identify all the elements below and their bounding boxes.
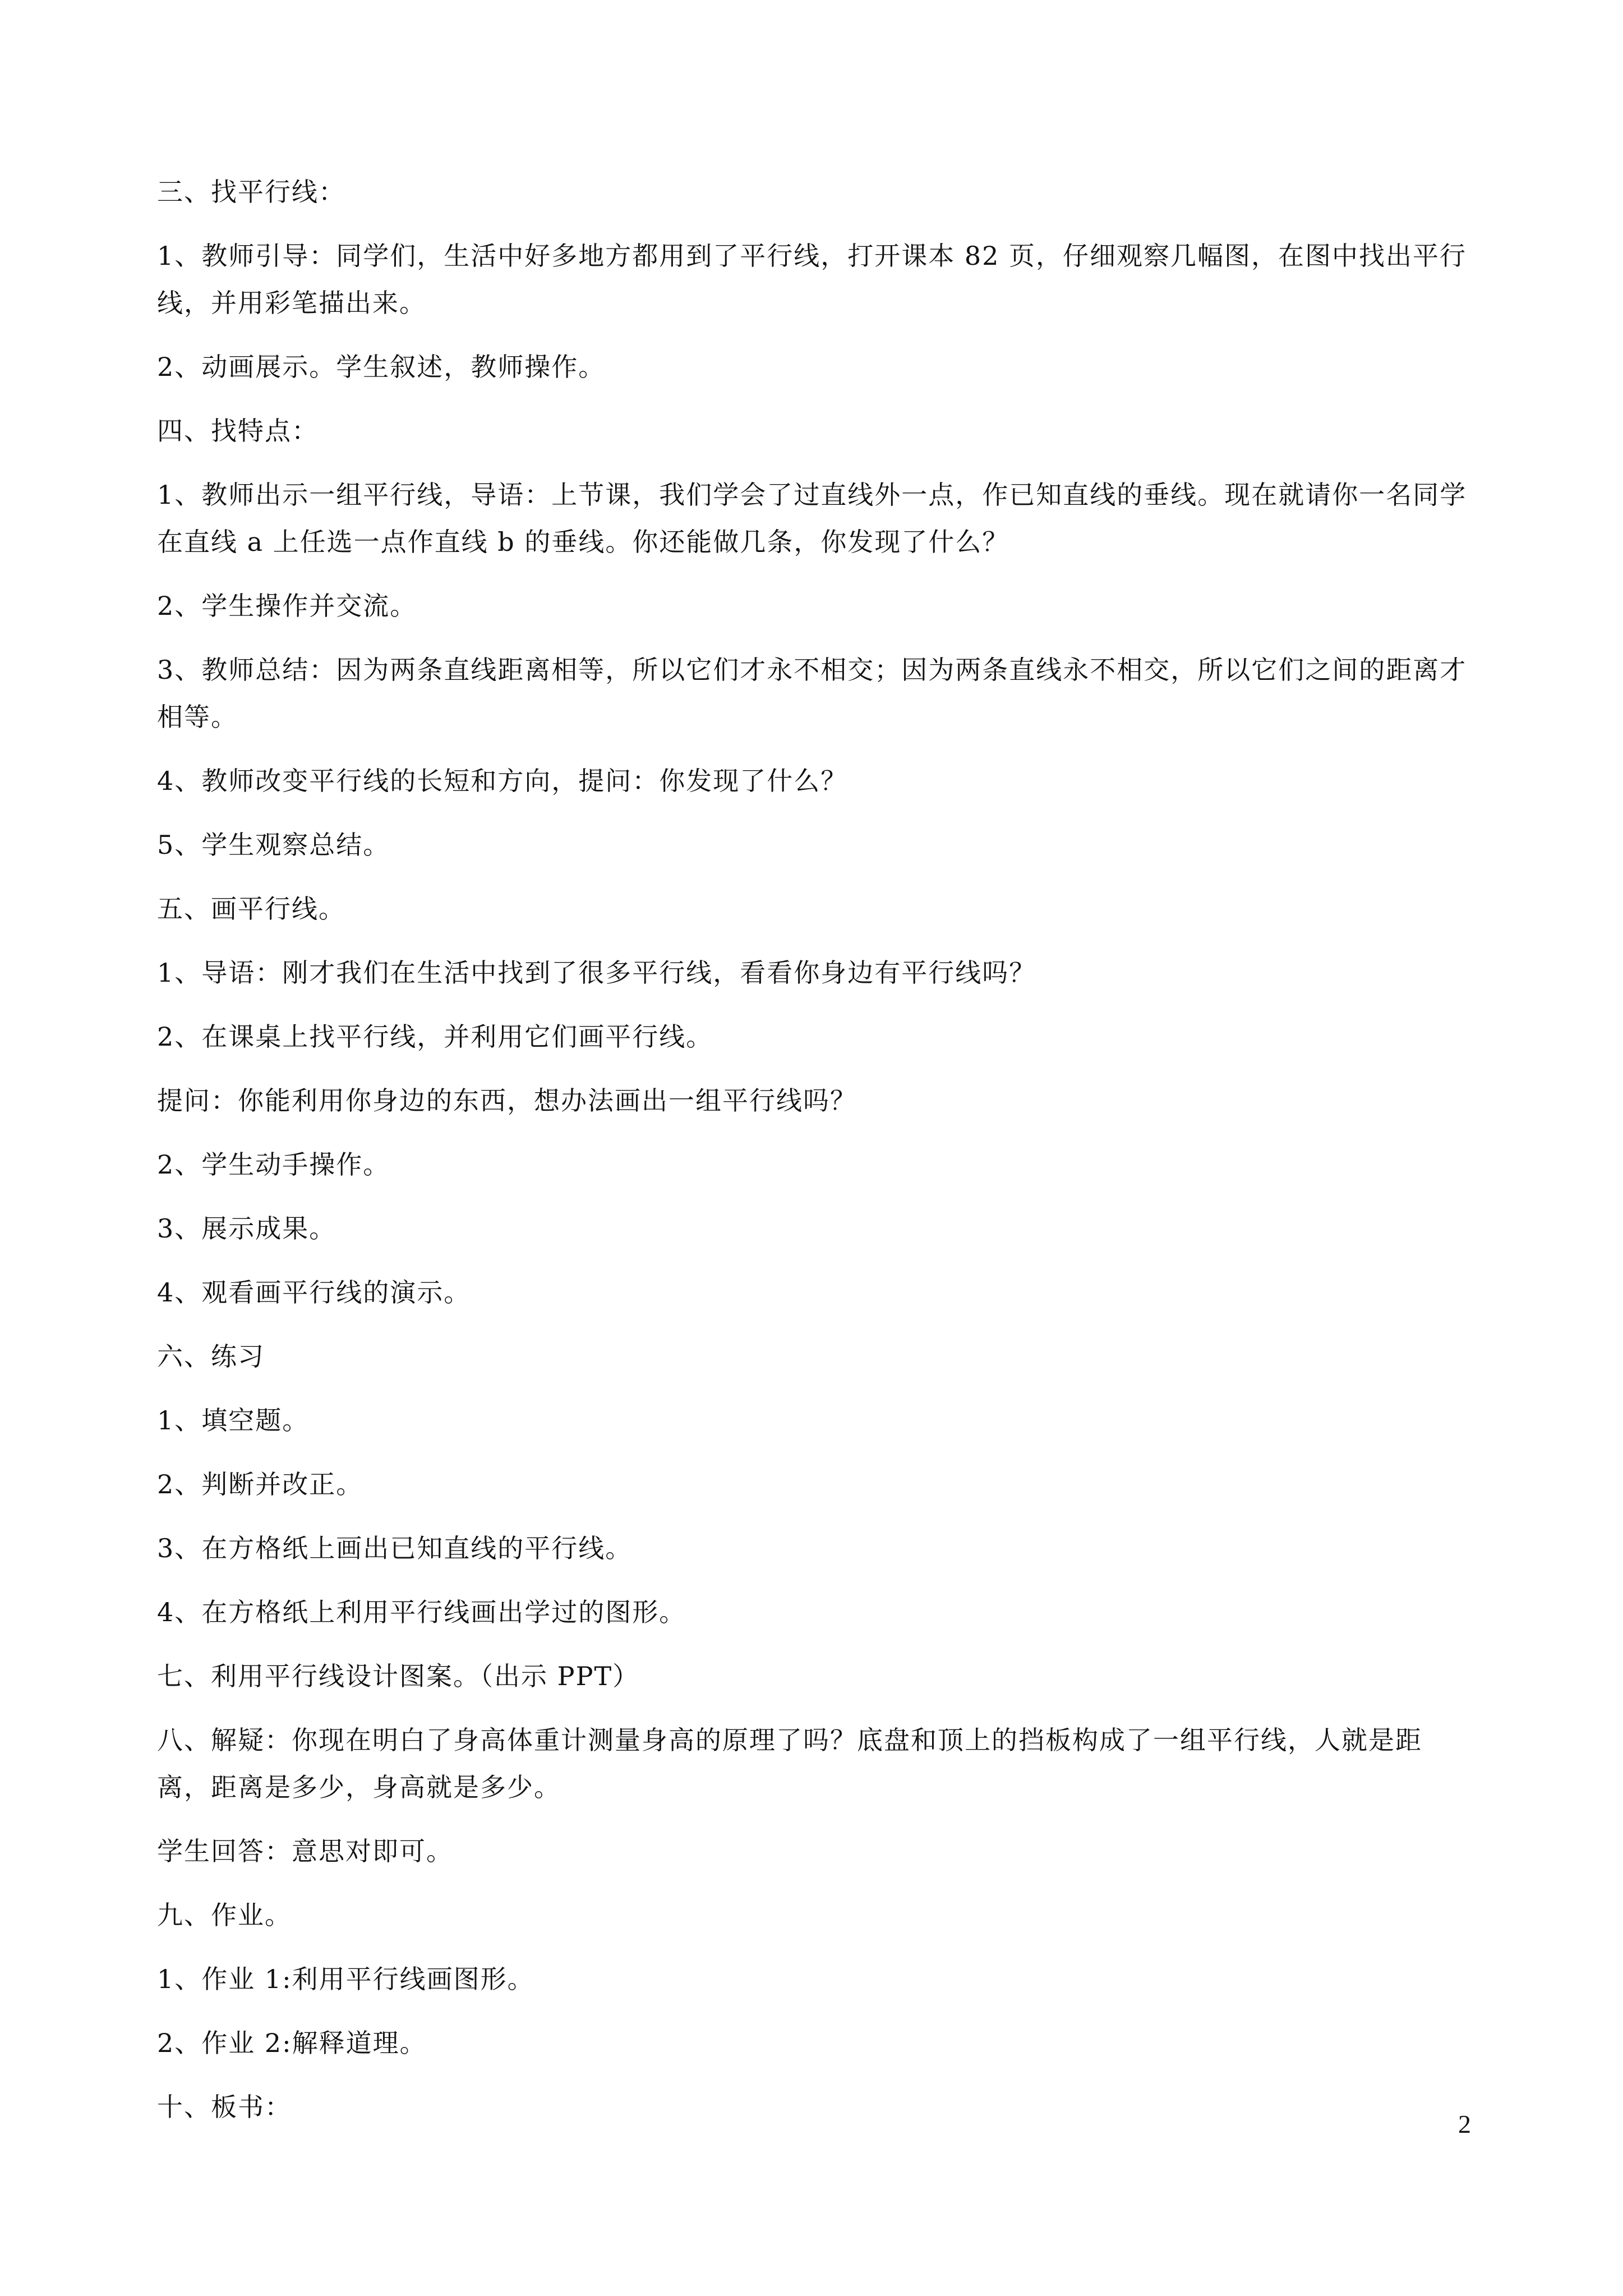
paragraph: 5、学生观察总结。 (157, 830, 390, 860)
paragraph: 1、填空题。 (157, 1405, 310, 1435)
section-heading-find-parallel: 三、找平行线： (157, 177, 345, 207)
section-heading-practice: 六、练习 (157, 1341, 265, 1372)
paragraph: 2、学生动手操作。 (157, 1149, 390, 1180)
paragraph: 1、作业 1:利用平行线画图形。 (157, 1964, 534, 1994)
paragraph: 学生回答：意思对即可。 (157, 1836, 453, 1866)
document-body (157, 168, 1475, 2147)
section-heading-design: 七、利用平行线设计图案。（出示 PPT） (157, 1661, 640, 1691)
section-heading-homework: 九、作业。 (157, 1900, 292, 1930)
page-number: 2 (1458, 2110, 1471, 2138)
paragraph: 1、教师引导：同学们，生活中好多地方都用到了平行线，打开课本 82 页，仔细观察几幅图，在图中找出平行线，并用彩笔描出来。 (157, 241, 1467, 318)
paragraph: 2、在课桌上找平行线，并利用它们画平行线。 (157, 1022, 713, 1052)
paragraph: 3、在方格纸上画出已知直线的平行线。 (157, 1533, 633, 1563)
paragraph: 3、展示成果。 (157, 1213, 336, 1244)
paragraph: 4、观看画平行线的演示。 (157, 1277, 471, 1308)
paragraph: 1、导语：刚才我们在生活中找到了很多平行线，看看你身边有平行线吗？ (157, 958, 1036, 988)
paragraph: 2、动画展示。学生叙述，教师操作。 (157, 352, 606, 382)
section-heading-draw-parallel: 五、画平行线。 (157, 894, 345, 924)
section-heading-explain: 八、解疑：你现在明白了身高体重计测量身高的原理了吗？底盘和顶上的挡板构成了一组平行线，人就是距离，距离是多少，身高就是多少。 (157, 1725, 1422, 1802)
paragraph: 2、判断并改正。 (157, 1469, 363, 1499)
paragraph: 4、在方格纸上利用平行线画出学过的图形。 (157, 1597, 686, 1627)
section-heading-blackboard: 十、板书： (157, 2092, 292, 2122)
paragraph: 3、教师总结：因为两条直线距离相等，所以它们才永不相交；因为两条直线永不相交，所以它们之间的距离才相等。 (157, 655, 1467, 732)
section-heading-find-features: 四、找特点： (157, 416, 319, 446)
paragraph: 4、教师改变平行线的长短和方向，提问：你发现了什么？ (157, 766, 848, 796)
paragraph: 1、教师出示一组平行线，导语：上节课，我们学会了过直线外一点，作已知直线的垂线。现在就请你一名同学在直线 a 上任选一点作直线 b 的垂线。你还能做几条，你发现了什么？ (157, 480, 1467, 557)
paragraph: 2、作业 2:解释道理。 (157, 2028, 427, 2058)
paragraph: 提问：你能利用你身边的东西，想办法画出一组平行线吗？ (157, 1085, 857, 1116)
paragraph: 2、学生操作并交流。 (157, 591, 417, 621)
